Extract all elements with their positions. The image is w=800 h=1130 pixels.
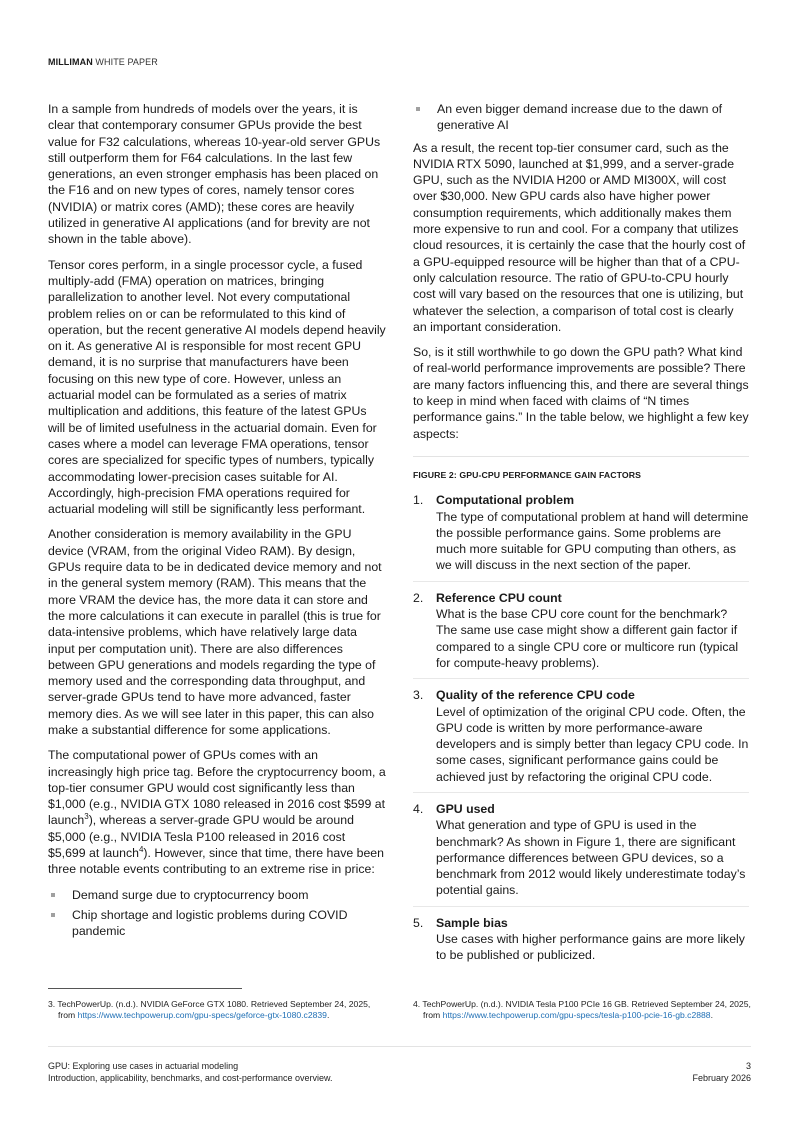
footer-page-info [692,1060,751,1084]
factor-item [413,590,749,679]
factor-description: The type of computational problem at hand will determine the possible performance gains. Some problems are much more suitable for GPU computing than others, as we will discuss in the next section of the paper. [436,509,749,573]
footnote-3 [48,999,388,1021]
left-column [48,101,386,946]
factor-item [413,915,749,971]
list-item-text: Chip shortage and logistic problems during COVID pandemic [72,907,348,939]
factor-number: 3. [413,688,424,703]
paragraph [48,747,386,877]
factor-item [413,687,749,793]
paragraph-text: ). However, since that time, there have been three notable events contributing to an extreme rise in price: [48,846,384,877]
right-column [413,101,749,979]
factor-title: GPU used [436,801,495,816]
factor-number: 1. [413,493,424,508]
factor-item [413,492,749,581]
list-item [413,101,749,134]
factor-description: Use cases with higher performance gains are more likely to be published or publicized. [436,932,745,963]
footer-subtitle: Introduction, applicability, benchmarks, and cost-performance overview. [48,1073,333,1083]
figure-divider [413,456,749,457]
paragraph: Another consideration is memory availability in the GPU device (VRAM, from the original Video RAM). By design, GPUs require data to be in dedicated device memory and not in the general system memory (RAM). This means that the more VRAM the device has, the more data it can store and the more calculations it can execute in parallel (this is true for data-intensive problems, which have relatively large data input per computation unit). There are also differences between GPU generations and models regarding the type of memory used and the corresponding data throughput, and server-grade GPUs tend to have more advanced, faster memory dies. As we will see later in this paper, this can also make a substantial difference for some applications. [48,527,382,737]
footnote-link[interactable]: https://www.techpowerup.com/gpu-specs/geforce-gtx-1080.c2839 [77,1010,327,1020]
bullet-square-icon [51,913,55,917]
factor-number: 5. [413,915,424,930]
footer-title: GPU: Exploring use cases in actuarial modeling [48,1061,239,1071]
bullet-square-icon [51,893,55,897]
paragraph: So, is it still worthwhile to go down the GPU path? What kind of real-world performance improvements are possible? There are many factors influencing this, and there are several things to keep in mind when faced with claims of “N times performance gains.” In the table below, we highlight a few key aspects: [413,345,749,441]
paragraph: As a result, the recent top-tier consumer card, such as the NVIDIA RTX 5090, launched at $1,999, and a server-grade GPU, such as the NVIDIA H200 or AMD MI300X, will cost over $30,000. New GPU cards also have higher power consumption requirements, which additionally makes them more expensive to run and cool. For a company that utilizes cloud resources, it is certainly the case that the hourly cost of a GPU-equipped resource will be higher than that of a CPU-only calculation resource. The ratio of GPU-to-CPU hourly cost will vary based on the resources that one is utilizing, but whatever the selection, a comparison of total cost is clearly an important consideration. [413,140,746,334]
factor-title: Computational problem [436,493,574,508]
list-item-text: Demand surge due to cryptocurrency boom [72,887,309,902]
figure-title: FIGURE 2: GPU-CPU PERFORMANCE GAIN FACTORS [413,469,641,480]
factor-title: Quality of the reference CPU code [436,688,635,703]
footnote-text: 3. TechPowerUp. (n.d.). NVIDIA GeForce GTX 1080. Retrieved September 24, 2025, from [48,999,371,1020]
paragraph: Tensor cores perform, in a single processor cycle, a fused multiply-add (FMA) operation on matrices, bringing parallelization to another level. Not every computational problem relies on or can be reformulated to this kind of operation, but the recent generative AI models depend heavily on it. As generative AI is responsible for most recent GPU demand, it is no surprise that manufacturers have been focusing on this new type of core. However, unless an actuarial model can be formulated as a series of matrix multiplication and additions, this feature of the latest GPUs will be of limited usefulness in the actuarial domain. Even for cases where a model can leverage FMA operations, tensor cores are specialized for specific types of numbers, typically accommodating lower-precision cases suitable for AI. Accordingly, high-precision FMA operations required for actuarial modeling will still be significantly less performant. [48,257,386,517]
factor-item [413,801,749,907]
factor-title: Sample bias [436,915,508,930]
footer-divider [48,1046,751,1047]
document-type: WHITE PAPER [95,57,158,67]
list-item [48,907,386,940]
factor-description: What generation and type of GPU is used in the benchmark? As shown in Figure 1, there are significant performance differences between GPU devices, so a benchmark from 2012 would likely underestimate today’s potential gains. [436,818,746,898]
paragraph-text: The computational power of GPUs comes with an increasingly high price tag. Before the cryptocurrency boom, a top-tier consumer GPU would cost significantly less than $1,000 (e.g., NVIDIA GTX 1080 released in 2016 cost $599 at launch [48,748,386,828]
paragraph-text: ), whereas a server-grade GPU would be around $5,000 (e.g., NVIDIA Tesla P100 released in 2016 cost $5,699 at launch [48,813,354,861]
page-number: 3 [745,1061,751,1071]
footnote-divider [48,988,242,989]
footnote-text: . [326,1010,330,1020]
footer-document-info [48,1060,332,1084]
factor-number: 4. [413,801,424,816]
factor-description: Level of optimization of the original CPU code. Often, the GPU code is written by more performance-aware developers and is simply better than legacy CPU code. In some cases, significant performance gains could be achieved just by refactoring the original CPU code. [436,704,749,784]
footnote-ref-3[interactable]: 3 [84,812,89,822]
factor-description: What is the base CPU core count for the benchmark? The same use case might show a different gain factor if compared to a single CPU core or multicore run (typical for compute-heavy problems). [436,607,739,670]
list-item-text: An even bigger demand increase due to the dawn of generative AI [437,102,723,133]
bullet-list [48,887,386,940]
bullet-list [413,101,749,134]
footnote-text: . [710,1010,713,1020]
list-item [48,887,386,903]
brand-name: MILLIMAN [48,57,93,67]
footnote-link[interactable]: https://www.techpowerup.com/gpu-specs/tesla-p100-pcie-16-gb.c2888 [442,1010,711,1020]
footnote-4 [413,999,751,1021]
footnote-ref-4[interactable]: 4 [138,844,144,854]
factor-number: 2. [413,590,424,605]
paragraph: In a sample from hundreds of models over the years, it is clear that contemporary consumer GPUs provide the best value for F32 calculations, whereas 10-year-old server GPUs still outperform them for F64 calculations. In the last few generations, an even stronger emphasis has been placed on the F16 and on new types of cores, namely tensor cores (NVIDIA) or matrix cores (AMD); these cores are heavily utilized in generative AI applications (and for brevity are not shown in the table above). [48,102,381,247]
publication-date: February 2026 [692,1073,751,1083]
footnote-text: 4. TechPowerUp. (n.d.). NVIDIA Tesla P100 PCIe 16 GB. Retrieved September 24, 2025, from [413,999,751,1020]
factor-title: Reference CPU count [436,590,562,605]
bullet-square-icon [416,107,420,111]
page-header [48,57,158,67]
